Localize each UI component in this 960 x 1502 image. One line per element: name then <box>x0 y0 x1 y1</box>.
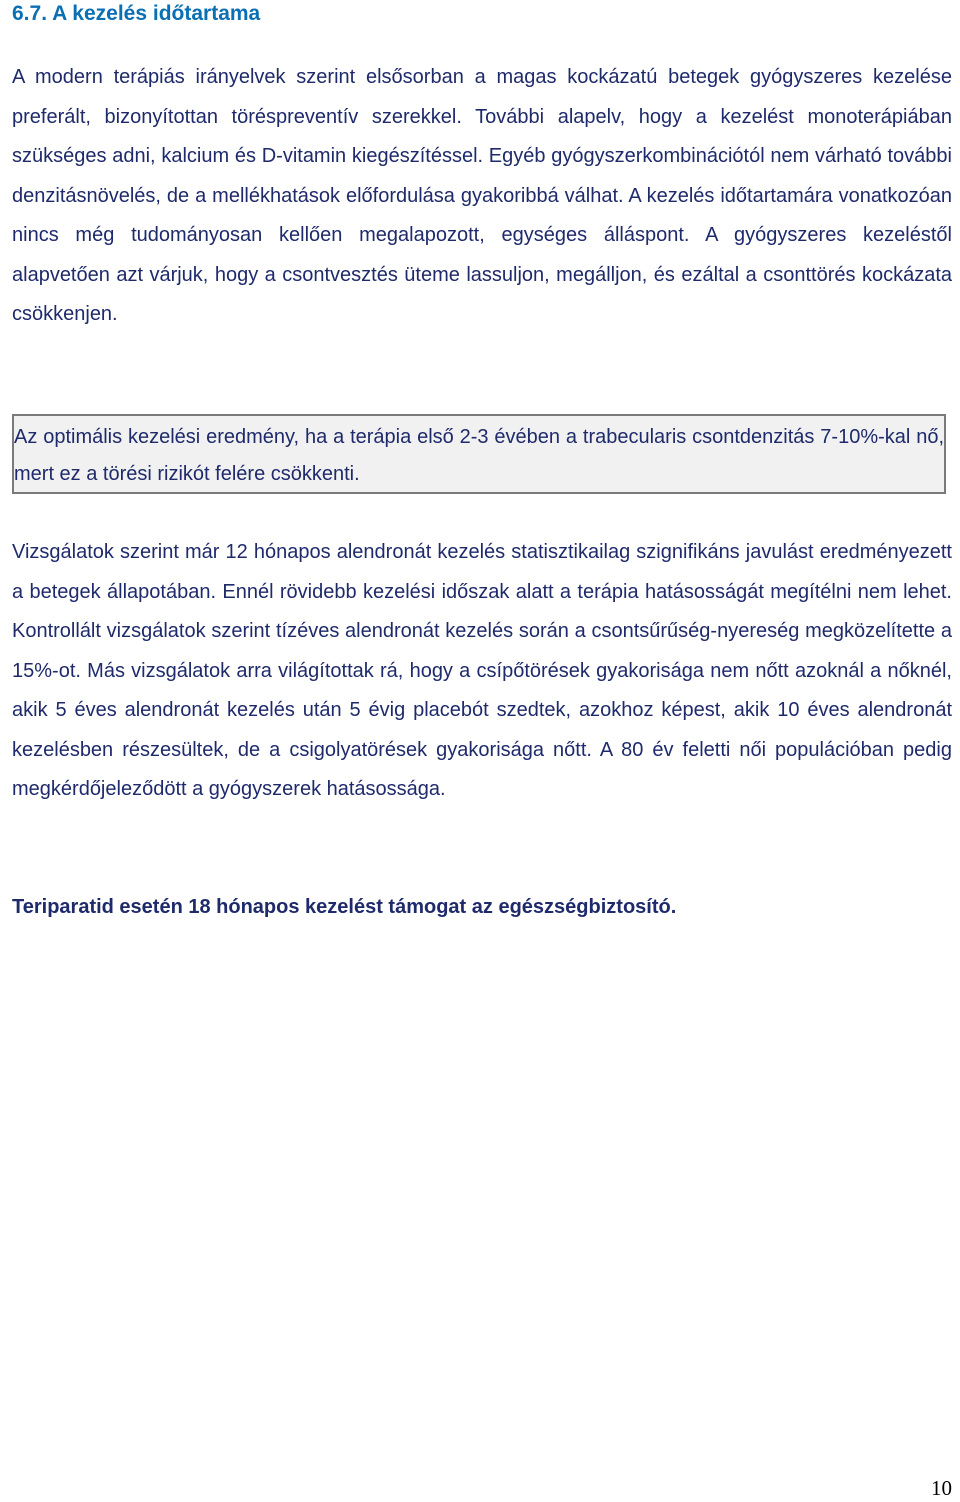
intro-paragraph: A modern terápiás irányelvek szerint elsősorban a magas kockázatú betegek gyógyszeres kezelése preferált, bizonyítottan töréspreventív szerekkel. További alapelv, hogy a kezelést monoterápiában szükséges adni, kalcium és D-vitamin kiegészítéssel. Egyéb gyógyszerkombinációtól nem várható további denzitásnövelés, de a mellékhatások előfordulása gyakoribbá válhat. A kezelés időtartamára vonatkozóan nincs még tudományosan kellően megalapozott, egységes álláspont. A gyógyszeres kezeléstől alapvetően azt várjuk, hogy a csontvesztés üteme lassuljon, megálljon, és ezáltal a csonttörés kockázata csökkenjen. <box>12 66 952 325</box>
section-title: 6.7. A kezelés időtartama <box>12 2 261 25</box>
reimbursement-note: Teriparatid esetén 18 hónapos kezelést támogat az egészségbiztosító. <box>12 896 677 918</box>
highlight-paragraph: Az optimális kezelési eredmény, ha a terápia első 2-3 évében a trabecularis csontdenzitás 7-10%-kal nő, mert ez a törési rizikót felére csökkenti. <box>14 426 944 485</box>
highlight-box <box>12 414 946 494</box>
page-number: 10 <box>931 1476 952 1500</box>
studies-paragraph: Vizsgálatok szerint már 12 hónapos alendronát kezelés statisztikailag szignifikáns javulást eredményezett a betegek állapotában. Ennél rövidebb kezelési időszak alatt a terápia hatásosságát megítélni nem lehet. Kontrollált vizsgálatok szerint tízéves alendronát kezelés során a csontsűrűség-nyereség megközelítette a 15%-ot. Más vizsgálatok arra világítottak rá, hogy a csípőtörések gyakorisága nem nőtt azoknál a nőknél, akik 5 éves alendronát kezelés után 5 évig placebót szedtek, azokhoz képest, akik 10 éves alendronát kezelésben részesültek, de a csigolyatörések gyakorisága nőtt. A 80 év feletti női populációban pedig megkérdőjeleződött a gyógyszerek hatásossága. <box>12 541 952 800</box>
